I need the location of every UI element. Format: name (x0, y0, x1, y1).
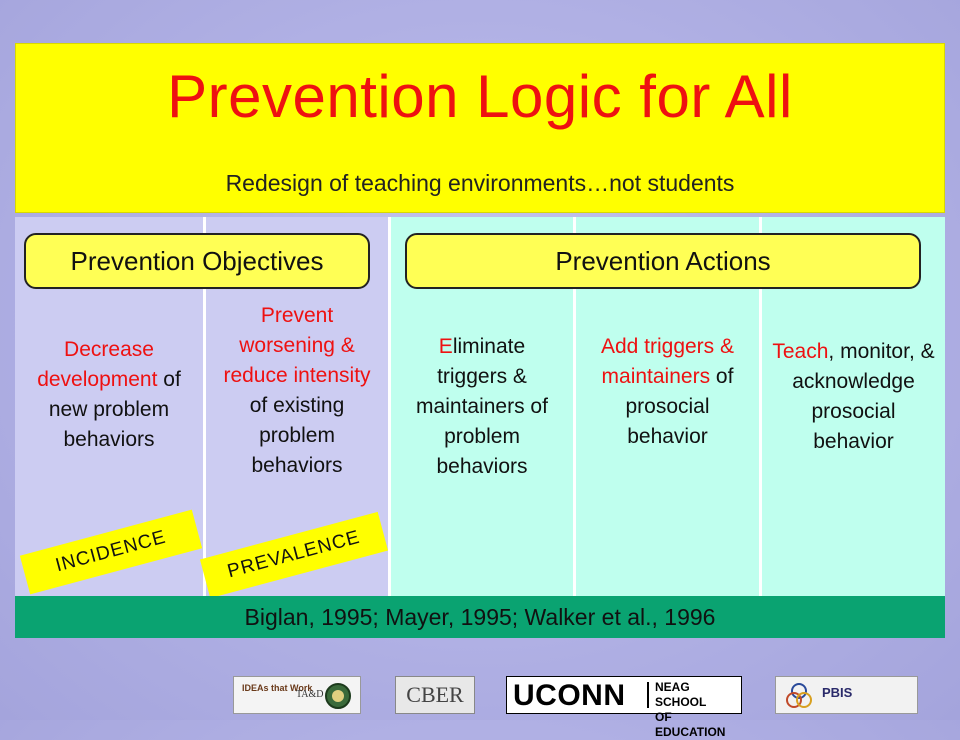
column-5-red-text: Teach (772, 340, 829, 363)
uconn-neag-logo (506, 676, 742, 739)
neag-line-2: OF EDUCATION (655, 710, 726, 739)
header-prevention-objectives: Prevention Objectives (24, 233, 370, 289)
column-2-red-text: Prevent worsening & reduce intensity (223, 304, 371, 387)
slide-subtitle: Redesign of teaching environments…not students (225, 170, 735, 196)
cber-logo: CBER (395, 676, 475, 714)
column-4-black-text: of prosocial behavior (625, 365, 734, 448)
idea-logo (233, 676, 361, 714)
seal-icon (324, 682, 352, 710)
neag-line-1: NEAG SCHOOL (655, 680, 707, 709)
column-3-text (391, 332, 573, 482)
pbis-wordmark: PBIS (822, 685, 853, 700)
pbis-rings-icon (784, 681, 814, 711)
column-4-text (576, 332, 759, 452)
neag-school-text (655, 680, 741, 740)
column-5-black-text: , monitor, & acknowledge prosocial behavior (792, 340, 935, 453)
pbis-logo (775, 676, 918, 714)
column-1-text (15, 335, 203, 455)
uconn-wordmark: UCONN (513, 679, 626, 712)
column-2-black-text: of existing problem behaviors (249, 394, 345, 477)
idea-logo-text: IDEAs that Work (242, 683, 313, 693)
citation-band: Biglan, 1995; Mayer, 1995; Walker et al., 1996 (15, 596, 945, 638)
column-1-red-text: Decrease development (37, 338, 158, 391)
column-3-red-text: E (438, 335, 453, 358)
tad-logo-text: TA&D (296, 689, 324, 700)
column-5-text (762, 337, 945, 457)
slide-title: Prevention Logic for All (167, 63, 793, 130)
column-1-black-text: of new problem behaviors (48, 368, 181, 451)
column-2-text (206, 301, 388, 481)
prevalence-tag: PREVALENCE (200, 512, 388, 598)
header-prevention-actions: Prevention Actions (405, 233, 921, 289)
uconn-separator (647, 682, 649, 708)
column-3-black-text: liminate triggers & maintainers of problem behaviors (416, 335, 548, 478)
column-4-red-text: Add triggers & maintainers (600, 335, 735, 388)
incidence-tag: INCIDENCE (20, 510, 202, 595)
